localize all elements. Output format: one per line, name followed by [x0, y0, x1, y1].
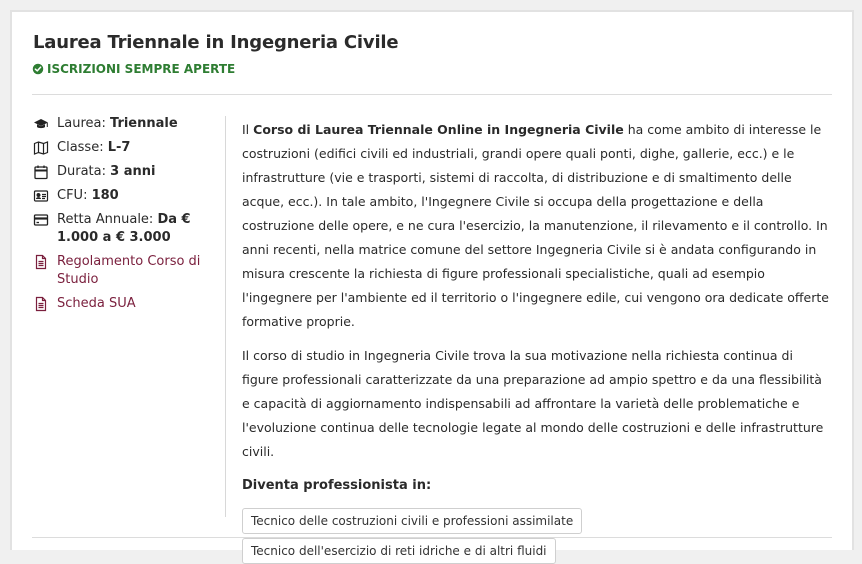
- info-classe: [32, 139, 207, 157]
- divider: [32, 94, 832, 95]
- map-icon: [32, 139, 50, 157]
- laurea-label: Laurea:: [57, 116, 106, 131]
- info-laurea: [32, 115, 207, 133]
- check-circle-icon: [32, 63, 44, 75]
- status-badge: [32, 62, 235, 76]
- career-tags: [242, 508, 832, 564]
- regolamento-link-label[interactable]: Regolamento Corso di Studio: [57, 254, 201, 287]
- document-icon: [32, 295, 50, 313]
- description-paragraph-2: Il corso di studio in Ingegneria Civile trova la sua motivazione nella richiesta continua di figure professionali caratterizzate da una preparazione ad ampio spettro e da una flessibilità e capacità di aggiornamento indispensabili ad affrontare la varietà delle problematiche e l'evoluzione continua delle tecnologie legate al mondo delle costruzioni e delle infrastrutture civili.: [242, 348, 824, 459]
- status-text: ISCRIZIONI SEMPRE APERTE: [47, 62, 236, 76]
- regolamento-link[interactable]: [32, 253, 207, 289]
- page-title: Laurea Triennale in Ingegneria Civile: [33, 32, 399, 53]
- durata-label: Durata:: [57, 164, 107, 179]
- classe-value: L-7: [107, 140, 131, 155]
- durata-value: 3 anni: [110, 164, 156, 179]
- calendar-icon: [32, 163, 50, 181]
- graduation-cap-icon: [32, 115, 50, 133]
- info-durata: [32, 163, 207, 181]
- retta-value: Da € 1.000 a € 3.000: [57, 212, 191, 245]
- description-paragraph-1: [242, 118, 832, 334]
- divider: [32, 537, 832, 538]
- document-icon: [32, 253, 50, 271]
- info-cfu: [32, 187, 207, 205]
- course-description: [242, 118, 832, 564]
- info-retta: [32, 211, 207, 247]
- careers-heading: Diventa professionista in:: [242, 478, 432, 493]
- course-name-bold: Corso di Laurea Triennale Online in Ingegneria Civile: [253, 122, 624, 137]
- p1-prefix: Il: [242, 122, 254, 137]
- course-info-sidebar: [32, 115, 207, 319]
- id-card-icon: [32, 187, 50, 205]
- vertical-divider: [225, 116, 226, 517]
- p1-rest: ha come ambito di interesse le costruzioni (edifici civili ed industriali, grandi opere quali ponti, dighe, gallerie, ecc.) e le infrastrutture (vie e trasporti, sistemi di raccolta, di distribuzione e di smaltimento delle acque, ecc.). In tale ambito, l'Ingegnere Civile si occupa della progettazione e della costruzione delle opere, e ne cura l'esercizio, la manutenzione, il rilevamento e il controllo. In anni recenti, nella matrice comune del settore Ingegneria Civile si è andata configurando in misura crescente la richiesta di figure professionali specialistiche, quali ad esempio l'ingegnere per l'ambiente ed il territorio o l'ingegnere edile, cui vengono ora dedicate offerte formative proprie.: [242, 122, 829, 329]
- laurea-value: Triennale: [110, 116, 178, 131]
- course-card: [10, 10, 854, 558]
- career-tag[interactable]: Tecnico delle costruzioni civili e professioni assimilate: [242, 508, 582, 534]
- classe-label: Classe:: [57, 140, 104, 155]
- scheda-sua-link-label[interactable]: Scheda SUA: [57, 296, 136, 311]
- retta-label: Retta Annuale:: [57, 212, 154, 227]
- credit-card-icon: [32, 211, 50, 229]
- scheda-sua-link[interactable]: [32, 295, 207, 313]
- cfu-label: CFU:: [57, 188, 88, 203]
- cfu-value: 180: [91, 188, 119, 203]
- career-tag[interactable]: Tecnico dell'esercizio di reti idriche e di altri fluidi: [242, 538, 556, 564]
